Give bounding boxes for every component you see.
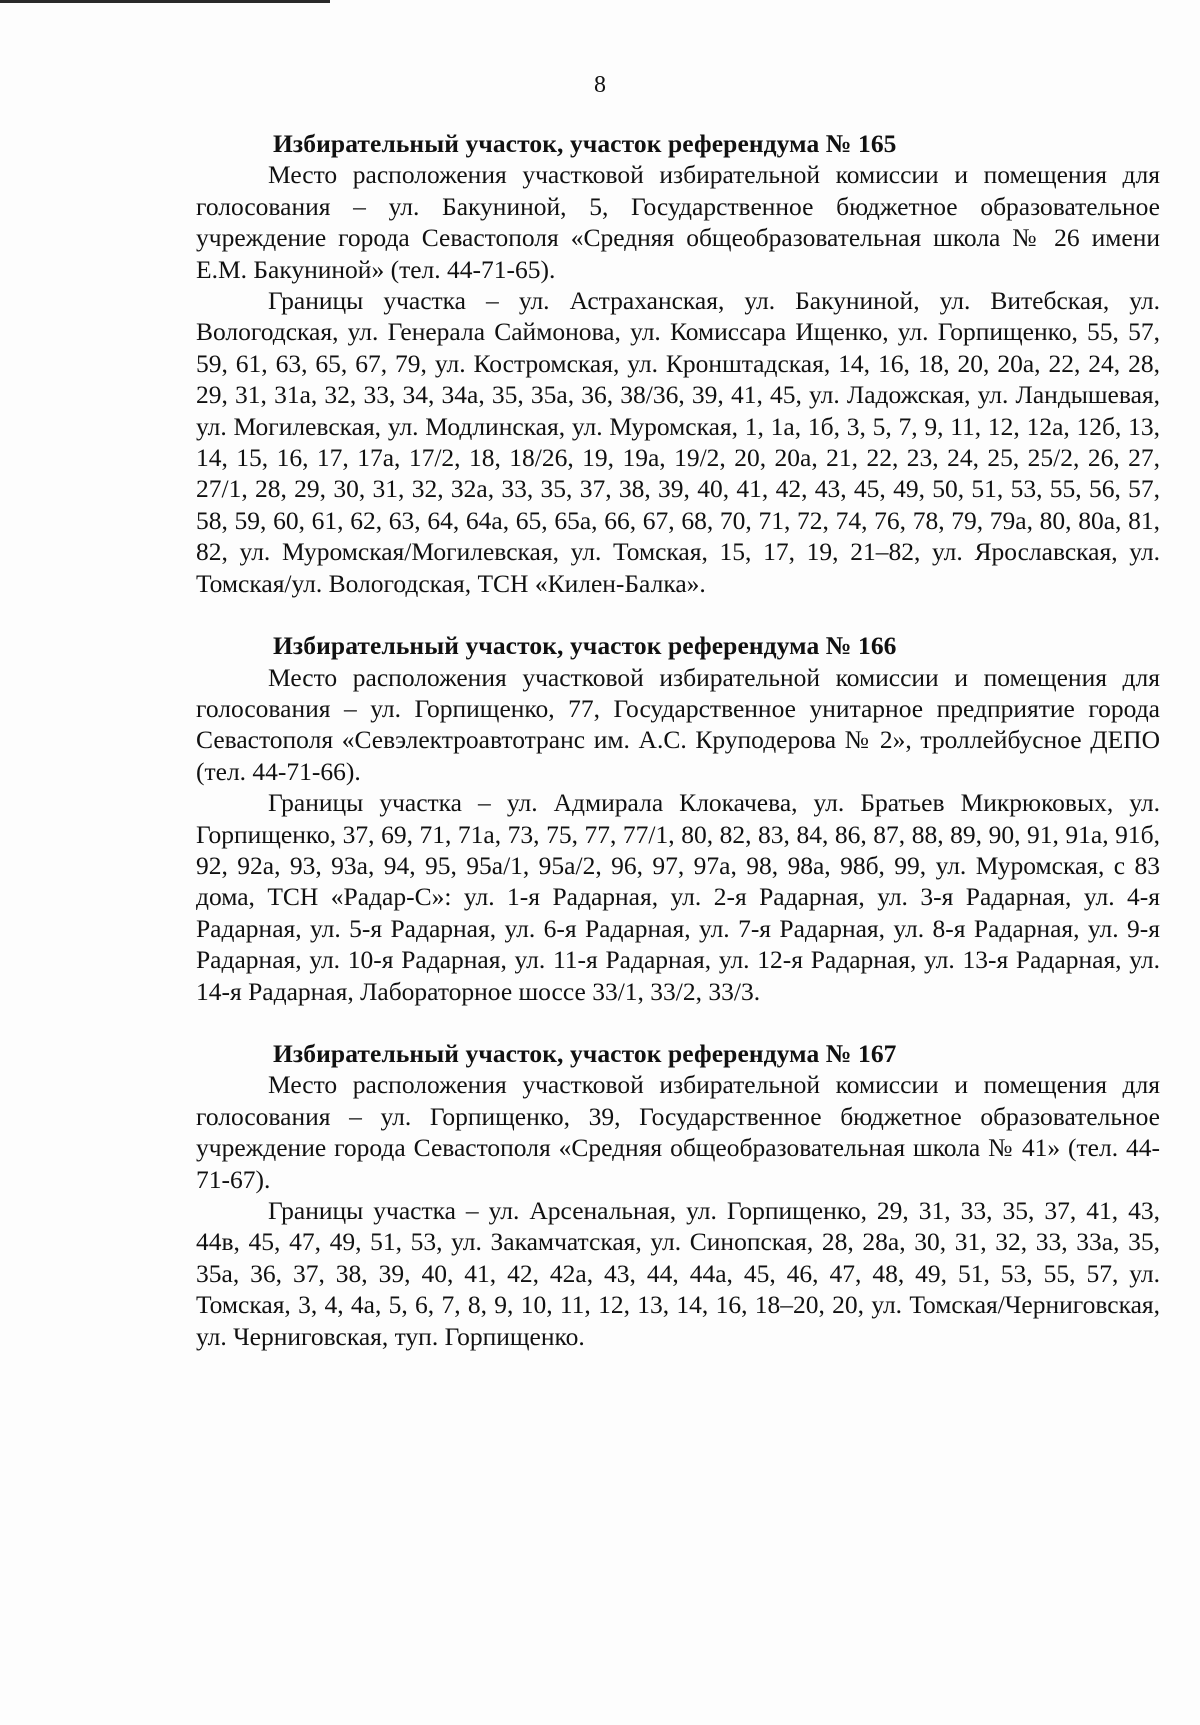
section-title: Избирательный участок, участок референдума № 166 xyxy=(273,631,897,661)
polling-station-166 xyxy=(196,630,1160,1007)
polling-station-167 xyxy=(196,1038,1160,1352)
location-paragraph: Место расположения участковой избирательной комиссии и помещения для голосования – ул. Горпищенко, 39, Государственное бюджетное образовательное учреждение города Севастополя «Средняя общеобразовательная школа № 41» (тел. 44-71-67). xyxy=(196,1070,1160,1194)
polling-station-165 xyxy=(196,128,1160,599)
boundaries-paragraph: Границы участка – ул. Астраханская, ул. Бакуниной, ул. Витебская, ул. Вологодская, ул. Генерала Саймонова, ул. Комиссара Ищенко, ул. Горпищенко, 55, 57, 59, 61, 63, 65, 67, 79, ул. Костромская, ул. Кронштадская, 14, 16, 18, 20, 20а, 22, 24, 28, 29, 31, 31а, 32, 33, 34, 34а, 35, 35а, 36, 38/36, 39, 41, 45, ул. Ладожская, ул. Ландышевая, ул. Могилевская, ул. Модлинская, ул. Муромская, 1, 1а, 1б, 3, 5, 7, 9, 11, 12, 12а, 12б, 13, 14, 15, 16, 17, 17а, 17/2, 18, 18/26, 19, 19а, 19/2, 20, 20а, 21, 22, 23, 24, 25, 25/2, 26, 27, 27/1, 28, 29, 30, 31, 32, 32а, 33, 35, 37, 38, 39, 40, 41, 42, 43, 45, 49, 50, 51, 53, 55, 56, 57, 58, 59, 60, 61, 62, 63, 64, 64а, 65, 65а, 66, 67, 68, 70, 71, 72, 74, 76, 78, 79, 79а, 80, 80а, 81, 82, ул. Муромская/Могилевская, ул. Томская, 15, 17, 19, 21–82, ул. Ярославская, ул. Томская/ул. Вологодская, ТСН «Килен-Балка». xyxy=(196,286,1160,598)
boundaries-paragraph: Границы участка – ул. Арсенальная, ул. Горпищенко, 29, 31, 33, 35, 37, 41, 43, 44в, 45, 47, 49, 51, 53, ул. Закамчатская, ул. Синопская, 28, 28а, 30, 31, 32, 33, 33а, 35, 35а, 36, 37, 38, 39, 40, 41, 42, 42а, 43, 44, 44а, 45, 46, 47, 48, 49, 51, 53, 55, 57, ул. Томская, 3, 4, 4а, 5, 6, 7, 8, 9, 10, 11, 12, 13, 14, 16, 18–20, 20, ул. Томская/Черниговская, ул. Черниговская, туп. Горпищенко. xyxy=(196,1196,1160,1351)
section-title: Избирательный участок, участок референдума № 167 xyxy=(273,1038,897,1068)
page-number: 8 xyxy=(594,72,606,98)
boundaries-paragraph: Границы участка – ул. Адмирала Клокачева, ул. Братьев Микрюковых, ул. Горпищенко, 37, 69, 71, 71а, 73, 75, 77, 77/1, 80, 82, 83, 84, 86, 87, 88, 89, 90, 91, 91а, 91б, 92, 92а, 93, 93а, 94, 95, 95а/1, 95а/2, 96, 97, 97а, 98, 98а, 98б, 99, ул. Муромская, с 83 дома, ТСН «Радар-С»: ул. 1-я Радарная, ул. 2-я Радарная, ул. 3-я Радарная, ул. 4-я Радарная, ул. 5-я Радарная, ул. 6-я Радарная, ул. 7-я Радарная, ул. 8-я Радарная, ул. 9-я Радарная, ул. 10-я Радарная, ул. 11-я Радарная, ул. 12-я Радарная, ул. 13-я Радарная, ул. 14-я Радарная, Лабораторное шоссе 33/1, 33/2, 33/3. xyxy=(196,788,1160,1006)
scan-edge-line xyxy=(0,0,330,3)
section-title: Избирательный участок, участок референдума № 165 xyxy=(273,129,897,158)
location-paragraph: Место расположения участковой избирательной комиссии и помещения для голосования – ул. Горпищенко, 77, Государственное унитарное предприятие города Севастополя «Севэлектроавтотранс им. А.С. Круподерова № 2», троллейбусное ДЕПО (тел. 44-71-66). xyxy=(196,662,1160,786)
document-body xyxy=(196,128,1160,1352)
location-paragraph: Место расположения участковой избирательной комиссии и помещения для голосования – ул. Бакуниной, 5, Государственное бюджетное образовательное учреждение города Севастополя «Средняя общеобразовательная школа № 26 имени Е.М. Бакуниной» (тел. 44-71-65). xyxy=(196,160,1160,284)
